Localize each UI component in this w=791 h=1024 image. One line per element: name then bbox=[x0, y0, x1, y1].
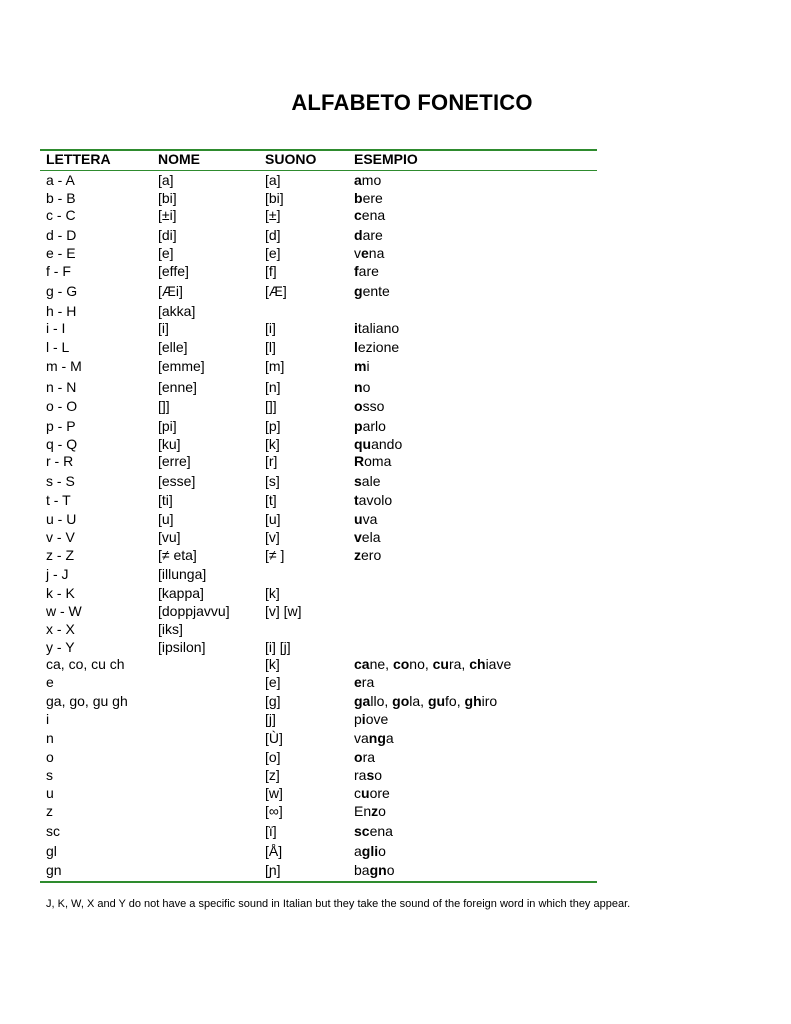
example-highlight: a bbox=[354, 172, 362, 188]
example-text: ezione bbox=[357, 339, 400, 355]
table-row bbox=[0, 729, 791, 747]
table-row bbox=[0, 244, 791, 262]
name-cell: [kappa] bbox=[158, 585, 204, 601]
example-cell bbox=[354, 842, 386, 860]
letter-cell: f - F bbox=[46, 263, 71, 279]
sound-cell: [t] bbox=[265, 492, 277, 508]
example-cell bbox=[354, 378, 370, 396]
example-highlight: o bbox=[354, 749, 363, 765]
example-highlight: ch bbox=[469, 656, 486, 672]
letter-cell: h - H bbox=[46, 303, 77, 319]
example-highlight: ca bbox=[354, 656, 370, 672]
letter-cell: u - U bbox=[46, 511, 77, 527]
example-highlight: l bbox=[354, 339, 358, 355]
example-cell bbox=[354, 710, 388, 728]
sound-cell: [d] bbox=[265, 227, 281, 243]
example-highlight: e bbox=[361, 245, 369, 261]
sound-cell: [Å] bbox=[265, 843, 283, 859]
example-cell bbox=[354, 491, 392, 509]
table-row bbox=[0, 546, 791, 564]
sound-cell: [i] bbox=[265, 320, 276, 336]
example-highlight: gn bbox=[369, 862, 387, 878]
table-row bbox=[0, 262, 791, 280]
name-cell: [illunga] bbox=[158, 566, 207, 582]
example-text: va bbox=[362, 511, 378, 527]
example-text: ere bbox=[362, 190, 383, 206]
name-cell: [erre] bbox=[158, 453, 191, 469]
sound-cell: [v] [w] bbox=[265, 603, 302, 619]
example-cell bbox=[354, 692, 497, 710]
example-text: ra, bbox=[448, 656, 470, 672]
table-row bbox=[0, 319, 791, 337]
letter-cell: x - X bbox=[46, 621, 75, 637]
example-text: la, bbox=[409, 693, 428, 709]
example-cell bbox=[354, 472, 380, 490]
sound-cell: [k] bbox=[265, 436, 280, 452]
table-row bbox=[0, 435, 791, 453]
name-cell: [vu] bbox=[158, 529, 181, 545]
example-highlight: d bbox=[354, 227, 363, 243]
table-row bbox=[0, 861, 791, 879]
letter-cell: z bbox=[46, 803, 53, 819]
example-highlight: go bbox=[392, 693, 410, 709]
example-text: a bbox=[354, 843, 362, 859]
example-highlight: qu bbox=[354, 436, 372, 452]
letter-cell: k - K bbox=[46, 585, 75, 601]
example-text: ela bbox=[361, 529, 381, 545]
letter-cell: j - J bbox=[46, 566, 69, 582]
letter-cell: b - B bbox=[46, 190, 76, 206]
example-cell bbox=[354, 673, 374, 691]
sound-cell: [Ù] bbox=[265, 730, 283, 746]
example-cell bbox=[354, 528, 380, 546]
table-row bbox=[0, 842, 791, 860]
table-row bbox=[0, 206, 791, 224]
table-row bbox=[0, 378, 791, 396]
example-text: ne, bbox=[369, 656, 393, 672]
letter-cell: d - D bbox=[46, 227, 77, 243]
table-row bbox=[0, 528, 791, 546]
footnote: J, K, W, X and Y do not have a specific sound in Italian but they take the sound of the foreign word in which they appear. bbox=[46, 898, 631, 910]
example-text: fo, bbox=[445, 693, 465, 709]
sound-cell: [e] bbox=[265, 674, 281, 690]
example-cell bbox=[354, 262, 379, 280]
example-highlight: R bbox=[354, 453, 365, 469]
table-row bbox=[0, 692, 791, 710]
example-highlight: t bbox=[354, 492, 359, 508]
table-row bbox=[0, 282, 791, 300]
name-cell: [pi] bbox=[158, 418, 177, 434]
sound-cell: [j] bbox=[265, 711, 276, 727]
name-cell: [ti] bbox=[158, 492, 173, 508]
letter-cell: n - N bbox=[46, 379, 77, 395]
letter-cell: sc bbox=[46, 823, 60, 839]
name-cell: []] bbox=[158, 398, 170, 414]
example-highlight: co bbox=[392, 656, 410, 672]
sound-cell: [z] bbox=[265, 767, 280, 783]
example-cell bbox=[354, 748, 375, 766]
table-row bbox=[0, 620, 791, 638]
example-text: ove bbox=[365, 711, 389, 727]
name-cell: [bi] bbox=[158, 190, 177, 206]
example-cell bbox=[354, 338, 399, 356]
sound-cell: [e] bbox=[265, 245, 281, 261]
column-header-suono: SUONO bbox=[265, 151, 317, 167]
sound-cell: [g] bbox=[265, 693, 281, 709]
example-highlight: p bbox=[354, 418, 363, 434]
sound-cell: [o] bbox=[265, 749, 281, 765]
column-header-esempio: ESEMPIO bbox=[354, 151, 418, 167]
example-text: oma bbox=[364, 453, 392, 469]
letter-cell: p - P bbox=[46, 418, 76, 434]
sound-cell: [l] bbox=[265, 339, 276, 355]
sound-cell: [a] bbox=[265, 172, 281, 188]
letter-cell: ga, go, gu gh bbox=[46, 693, 128, 709]
example-highlight: gu bbox=[427, 693, 446, 709]
name-cell: [u] bbox=[158, 511, 174, 527]
letter-cell: v - V bbox=[46, 529, 75, 545]
name-cell: [≠ eta] bbox=[158, 547, 197, 563]
example-text: ena bbox=[361, 207, 386, 223]
letter-cell: o - O bbox=[46, 398, 78, 414]
example-highlight: n bbox=[354, 379, 363, 395]
example-text: iro bbox=[481, 693, 498, 709]
example-highlight: c bbox=[354, 207, 362, 223]
example-cell bbox=[354, 189, 383, 207]
example-cell bbox=[354, 226, 383, 244]
letter-cell: i - I bbox=[46, 320, 66, 336]
sound-cell: [ï] bbox=[265, 823, 277, 839]
example-highlight: m bbox=[354, 358, 367, 374]
example-text: llo, bbox=[370, 693, 393, 709]
example-cell bbox=[354, 435, 402, 453]
example-highlight: gli bbox=[361, 843, 379, 859]
example-text: o bbox=[362, 379, 371, 395]
example-text: ra bbox=[361, 674, 375, 690]
table-bottom-rule bbox=[40, 881, 597, 883]
example-text: sso bbox=[362, 398, 385, 414]
example-cell bbox=[354, 452, 391, 470]
sound-cell: [≠ ] bbox=[265, 547, 285, 563]
table-row bbox=[0, 510, 791, 528]
letter-cell: g - G bbox=[46, 283, 78, 299]
sound-cell: [u] bbox=[265, 511, 281, 527]
table-row bbox=[0, 452, 791, 470]
example-cell bbox=[354, 171, 381, 189]
letter-cell: l - L bbox=[46, 339, 70, 355]
letter-cell: gl bbox=[46, 843, 57, 859]
name-cell: [ku] bbox=[158, 436, 181, 452]
example-text: arlo bbox=[362, 418, 386, 434]
example-text: are bbox=[358, 263, 379, 279]
example-text: taliano bbox=[357, 320, 400, 336]
example-text: na bbox=[368, 245, 385, 261]
table-row bbox=[0, 602, 791, 620]
table-row bbox=[0, 710, 791, 728]
letter-cell: a - A bbox=[46, 172, 75, 188]
sound-cell: [w] bbox=[265, 785, 283, 801]
example-text: avolo bbox=[358, 492, 393, 508]
example-highlight: g bbox=[354, 283, 363, 299]
letter-cell: gn bbox=[46, 862, 62, 878]
example-highlight: u bbox=[361, 785, 370, 801]
example-cell bbox=[354, 822, 393, 840]
letter-cell: e bbox=[46, 674, 54, 690]
example-text: mo bbox=[361, 172, 382, 188]
example-cell bbox=[354, 417, 386, 435]
name-cell: [effe] bbox=[158, 263, 189, 279]
table-row bbox=[0, 302, 791, 320]
letter-cell: y - Y bbox=[46, 639, 75, 655]
name-cell: [i] bbox=[158, 320, 169, 336]
table-row bbox=[0, 766, 791, 784]
sound-cell: [k] bbox=[265, 585, 280, 601]
example-cell bbox=[354, 655, 511, 673]
letter-cell: u bbox=[46, 785, 54, 801]
name-cell: [Æi] bbox=[158, 283, 183, 299]
example-highlight: v bbox=[354, 529, 362, 545]
example-text: iave bbox=[485, 656, 512, 672]
name-cell: [ipsilon] bbox=[158, 639, 206, 655]
example-text: ale bbox=[361, 473, 381, 489]
example-highlight: o bbox=[354, 398, 363, 414]
name-cell: [a] bbox=[158, 172, 174, 188]
letter-cell: s bbox=[46, 767, 53, 783]
name-cell: [iks] bbox=[158, 621, 183, 637]
example-text: En bbox=[354, 803, 372, 819]
table-row bbox=[0, 584, 791, 602]
table-row bbox=[0, 638, 791, 656]
table-row bbox=[0, 655, 791, 673]
table-row bbox=[0, 748, 791, 766]
table-row bbox=[0, 338, 791, 356]
example-cell bbox=[354, 397, 384, 415]
example-highlight: u bbox=[354, 511, 363, 527]
name-cell: [elle] bbox=[158, 339, 188, 355]
table-row bbox=[0, 226, 791, 244]
example-highlight: sc bbox=[354, 823, 370, 839]
example-text: ra bbox=[362, 749, 376, 765]
example-text: ente bbox=[362, 283, 390, 299]
example-highlight: s bbox=[366, 767, 375, 783]
example-text: ra bbox=[354, 767, 367, 783]
example-text: ore bbox=[369, 785, 390, 801]
table-row bbox=[0, 417, 791, 435]
example-highlight: ga bbox=[354, 693, 371, 709]
sound-cell: [ɲ] bbox=[265, 862, 281, 878]
letter-cell: e - E bbox=[46, 245, 76, 261]
table-row bbox=[0, 491, 791, 509]
example-text: va bbox=[354, 730, 369, 746]
name-cell: [emme] bbox=[158, 358, 205, 374]
example-text: i bbox=[366, 358, 370, 374]
table-row bbox=[0, 784, 791, 802]
table-row bbox=[0, 357, 791, 375]
letter-cell: r - R bbox=[46, 453, 74, 469]
example-text: ena bbox=[369, 823, 393, 839]
letter-cell: s - S bbox=[46, 473, 75, 489]
name-cell: [doppjavvu] bbox=[158, 603, 230, 619]
example-cell bbox=[354, 729, 394, 747]
example-highlight: i bbox=[354, 320, 358, 336]
example-cell bbox=[354, 206, 385, 224]
example-cell bbox=[354, 357, 370, 375]
example-cell bbox=[354, 282, 390, 300]
table-row bbox=[0, 397, 791, 415]
example-cell bbox=[354, 546, 381, 564]
example-cell bbox=[354, 244, 384, 262]
letter-cell: w - W bbox=[46, 603, 82, 619]
letter-cell: t - T bbox=[46, 492, 71, 508]
sound-cell: [bi] bbox=[265, 190, 284, 206]
name-cell: [e] bbox=[158, 245, 174, 261]
name-cell: [esse] bbox=[158, 473, 196, 489]
letter-cell: n bbox=[46, 730, 54, 746]
example-highlight: z bbox=[371, 803, 379, 819]
example-highlight: i bbox=[361, 711, 366, 727]
table-row bbox=[0, 171, 791, 189]
example-highlight: s bbox=[354, 473, 362, 489]
example-highlight: b bbox=[354, 190, 363, 206]
sound-cell: [v] bbox=[265, 529, 280, 545]
table-row bbox=[0, 565, 791, 583]
table-row bbox=[0, 472, 791, 490]
sound-cell: [m] bbox=[265, 358, 285, 374]
example-cell bbox=[354, 784, 390, 802]
example-text: no, bbox=[409, 656, 433, 672]
example-text: are bbox=[362, 227, 383, 243]
name-cell: [enne] bbox=[158, 379, 197, 395]
example-highlight: cu bbox=[432, 656, 449, 672]
example-highlight: f bbox=[354, 263, 359, 279]
table-row bbox=[0, 673, 791, 691]
example-highlight: ng bbox=[368, 730, 386, 746]
example-text: o bbox=[378, 803, 386, 819]
example-text: v bbox=[354, 245, 361, 261]
sound-cell: [k] bbox=[265, 656, 280, 672]
sound-cell: [∞] bbox=[265, 803, 283, 819]
column-header-lettera: LETTERA bbox=[46, 151, 111, 167]
example-highlight: e bbox=[354, 674, 362, 690]
table-row bbox=[0, 802, 791, 820]
example-text: o bbox=[374, 767, 383, 783]
sound-cell: [n] bbox=[265, 379, 281, 395]
table-row bbox=[0, 189, 791, 207]
example-text: ando bbox=[371, 436, 403, 452]
page-title: ALFABETO FONETICO bbox=[291, 90, 533, 115]
name-cell: [di] bbox=[158, 227, 177, 243]
letter-cell: m - M bbox=[46, 358, 82, 374]
letter-cell: q - Q bbox=[46, 436, 78, 452]
letter-cell: z - Z bbox=[46, 547, 74, 563]
example-text: o bbox=[386, 862, 395, 878]
name-cell: [akka] bbox=[158, 303, 196, 319]
example-text: c bbox=[354, 785, 361, 801]
example-highlight: z bbox=[354, 547, 361, 563]
column-header-nome: NOME bbox=[158, 151, 200, 167]
sound-cell: [±] bbox=[265, 207, 281, 223]
sound-cell: [r] bbox=[265, 453, 278, 469]
letter-cell: i bbox=[46, 711, 50, 727]
table-row bbox=[0, 822, 791, 840]
example-text: ero bbox=[361, 547, 382, 563]
letter-cell: c - C bbox=[46, 207, 76, 223]
example-highlight: gh bbox=[464, 693, 482, 709]
example-cell bbox=[354, 766, 382, 784]
letter-cell: o bbox=[46, 749, 54, 765]
example-text: ba bbox=[354, 862, 370, 878]
sound-cell: [Æ] bbox=[265, 283, 287, 299]
example-cell bbox=[354, 510, 377, 528]
sound-cell: [i] [j] bbox=[265, 639, 291, 655]
example-text: p bbox=[354, 711, 362, 727]
example-text: o bbox=[378, 843, 386, 859]
example-cell bbox=[354, 861, 394, 879]
example-text: a bbox=[385, 730, 394, 746]
example-cell bbox=[354, 319, 399, 337]
letter-cell: ca, co, cu ch bbox=[46, 656, 125, 672]
sound-cell: [s] bbox=[265, 473, 280, 489]
sound-cell: []] bbox=[265, 398, 277, 414]
example-cell bbox=[354, 802, 386, 820]
name-cell: [±i] bbox=[158, 207, 177, 223]
sound-cell: [p] bbox=[265, 418, 281, 434]
sound-cell: [f] bbox=[265, 263, 277, 279]
